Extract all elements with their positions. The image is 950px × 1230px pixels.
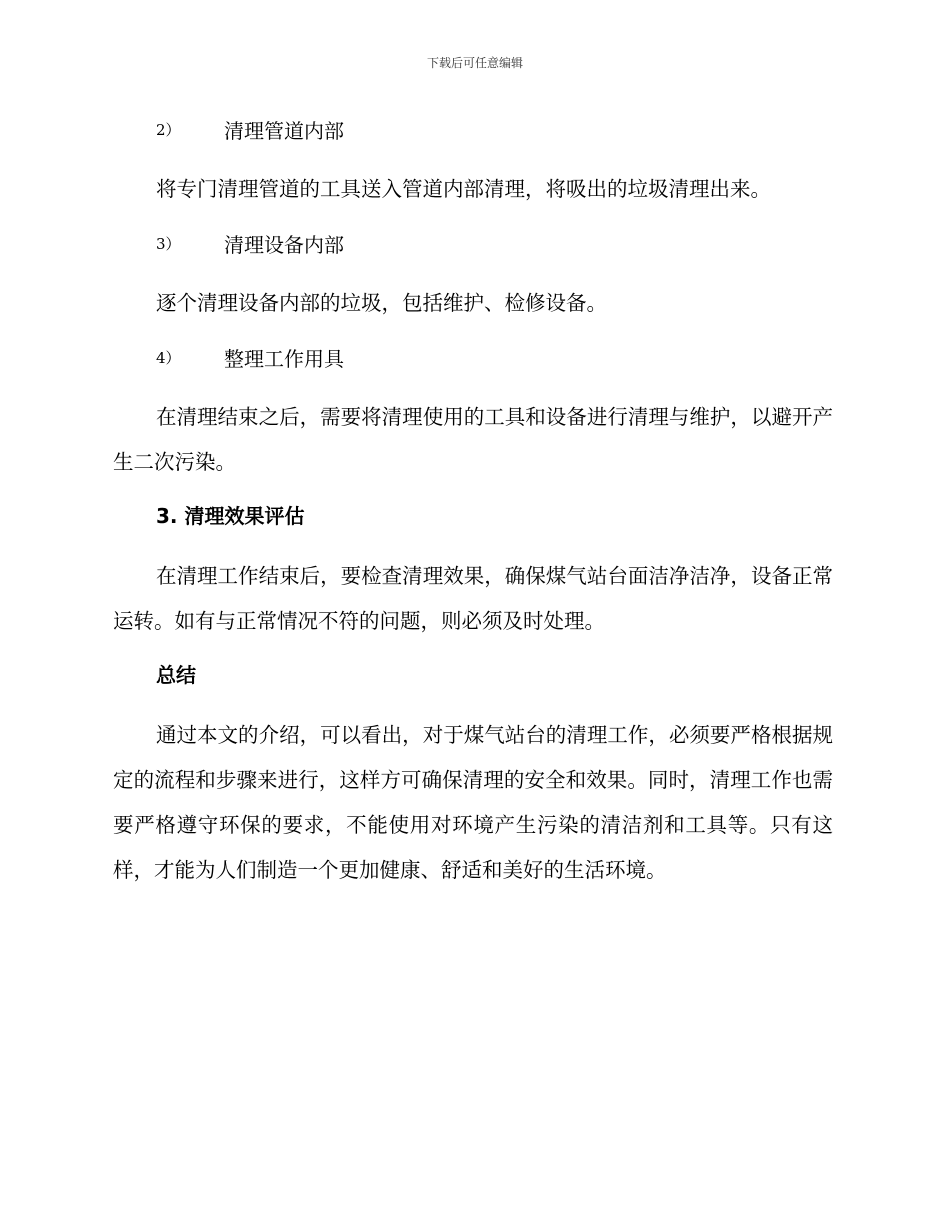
header-note: 下载后可任意编辑 xyxy=(426,56,523,70)
list-item-number: 3） xyxy=(156,234,181,253)
section-heading-evaluation: 3. 清理效果评估 xyxy=(156,504,305,528)
list-item-title: 清理管道内部 xyxy=(224,118,344,143)
paragraph-organize-tools: 在清理结束之后，需要将清理使用的工具和设备进行清理与维护，以避开产生二次污染。 xyxy=(113,405,833,474)
section-heading-summary: 总结 xyxy=(156,663,196,687)
document-body xyxy=(113,110,833,905)
list-item-3 xyxy=(113,224,833,262)
list-item-number: 4） xyxy=(156,348,181,367)
paragraph-clean-pipes: 将专门清理管道的工具送入管道内部清理，将吸出的垃圾清理出来。 xyxy=(156,177,771,201)
list-item-title: 清理设备内部 xyxy=(224,232,344,257)
list-item-number: 2） xyxy=(156,120,181,139)
paragraph-summary: 通过本文的介绍，可以看出，对于煤气站台的清理工作，必须要严格根据规定的流程和步骤来进行，这样方可确保清理的安全和效果。同时，清理工作也需要严格遵守环保的要求，不能使用对环境产生污染的清洁剂和工具等。只有这样，才能为人们制造一个更加健康、舒适和美好的生活环境。 xyxy=(113,723,833,882)
paragraph-clean-equipment: 逐个清理设备内部的垃圾，包括维护、检修设备。 xyxy=(156,291,607,315)
paragraph-evaluation: 在清理工作结束后，要检查清理效果，确保煤气站台面洁净洁净，设备正常运转。如有与正常情况不符的问题，则必须及时处理。 xyxy=(113,564,833,633)
list-item-4 xyxy=(113,338,833,376)
list-item-2 xyxy=(113,110,833,148)
list-item-title: 整理工作用具 xyxy=(224,346,344,371)
